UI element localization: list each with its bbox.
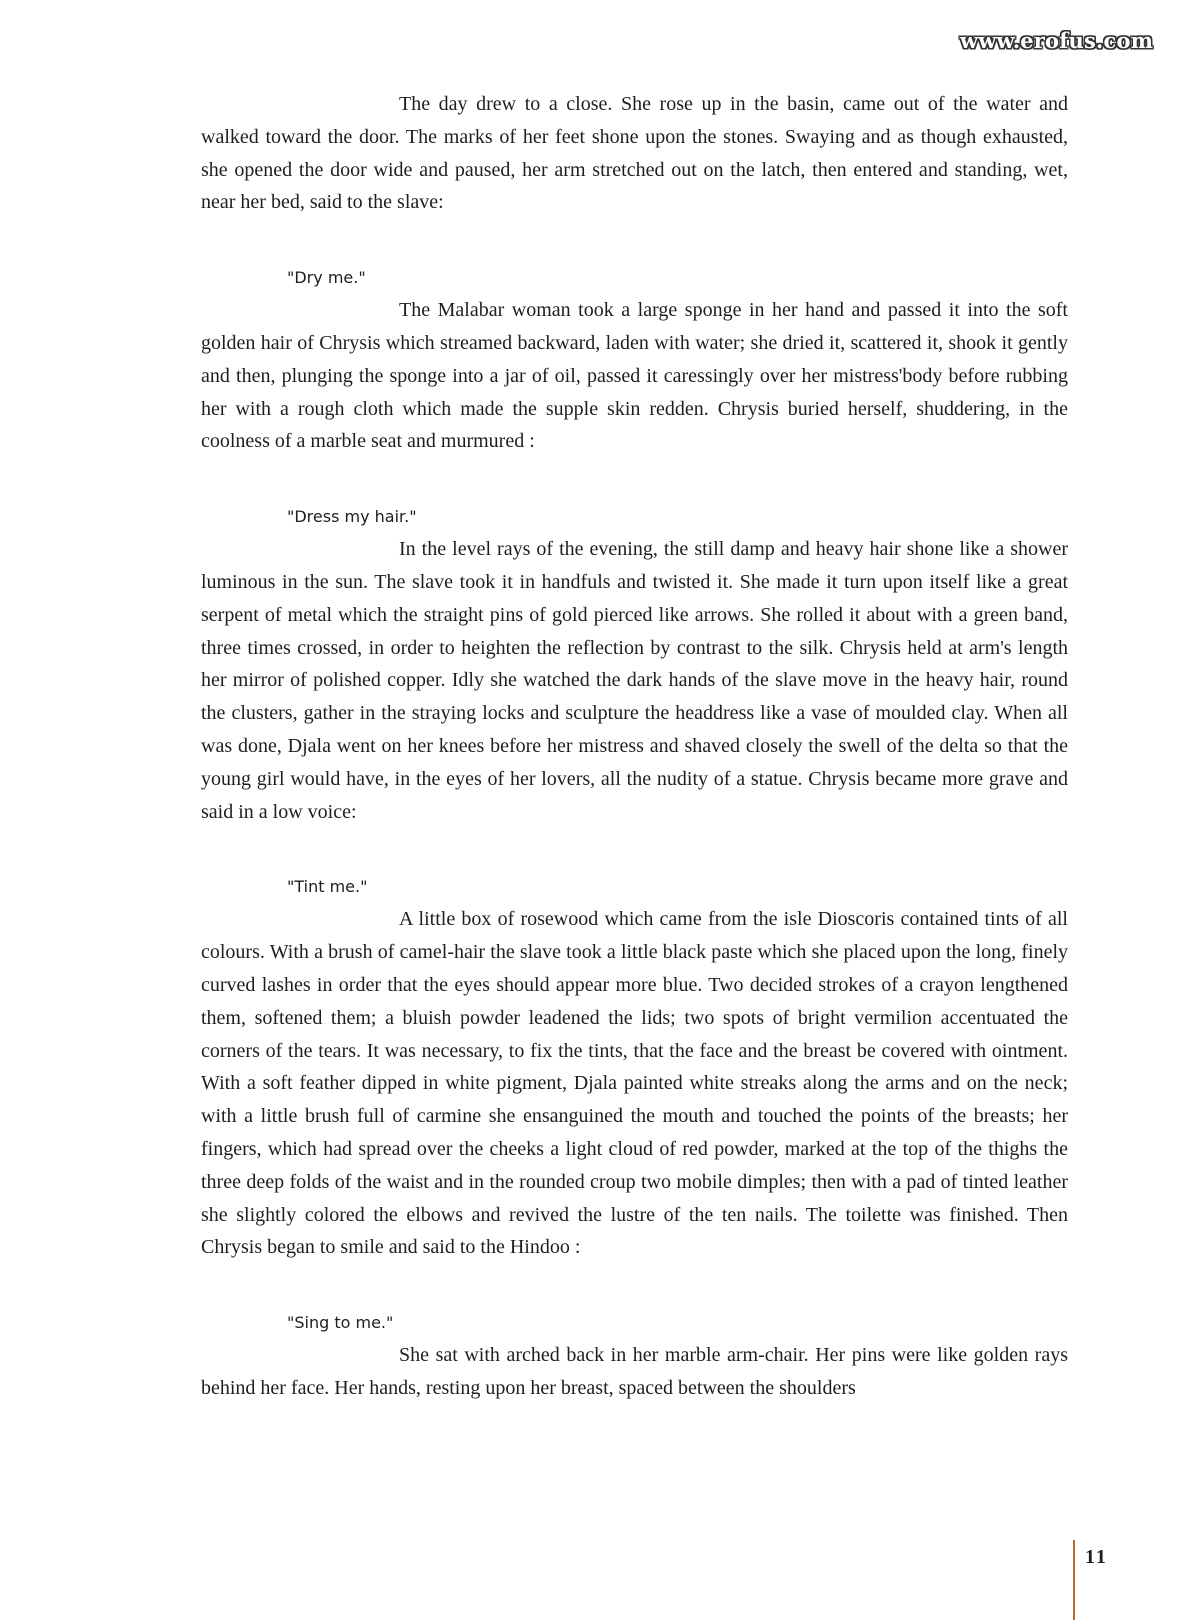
dialogue-tint-me: "Tint me." (287, 877, 368, 897)
dialogue-dress-my-hair: "Dress my hair." (287, 507, 417, 527)
paragraph-5: She sat with arched back in her marble arm-chair. Her pins were like golden rays behind her face. Her hands, resting upon her breast, spaced between the shoulders (201, 1344, 1068, 1399)
watermark-text: www.erofus.com (960, 28, 1154, 53)
dialogue-sing-to-me: "Sing to me." (287, 1313, 394, 1333)
paragraph-4: A little box of rosewood which came from the isle Dioscoris contained tints of all colours. With a brush of camel-hair the slave took a little black paste which she placed upon the long, finely curved lashes in order that the eyes should appear more blue. Two decided strokes of a crayon lengthened them, softened them; a bluish powder leadened the lids; two spots of bright vermilion accentuated the corners of the tears. It was necessary, to fix the tints, that the face and the breast be covered with ointment. With a soft feather dipped in white pigment, Djala painted white streaks along the arms and on the neck; with a little brush full of carmine she ensanguined the mouth and touched the points of the breasts; her fingers, which had spread over the cheeks a light cloud of red powder, marked at the top of the thighs the three deep folds of the waist and in the rounded croup two mobile dimples; then with a pad of tinted leather she slightly colored the elbows and revived the lustre of the ten nails. The toilette was finished. Then Chrysis began to smile and said to the Hindoo : (201, 908, 1068, 1259)
page-number: 11 (1085, 1546, 1108, 1568)
paragraph-1: The day drew to a close. She rose up in the basin, came out of the water and walked toward the door. The marks of her feet shone upon the stones. Swaying and as though exhausted, she opened the door wide and paused, her arm stretched out on the latch, then entered and standing, wet, near her bed, said to the slave: (201, 93, 1068, 214)
page-number-rule (1073, 1540, 1075, 1620)
paragraph-2: The Malabar woman took a large sponge in her hand and passed it into the soft golden hair of Chrysis which streamed backward, laden with water; she dried it, scattered it, shook it gently and then, plunging the sponge into a jar of oil, passed it caressingly over her mistress'body before rubbing her with a rough cloth which made the supple skin redden. Chrysis buried herself, shuddering, in the coolness of a marble seat and murmured : (201, 299, 1068, 453)
page-body (201, 88, 1068, 1405)
dialogue-dry-me: "Dry me." (287, 268, 366, 288)
paragraph-3: In the level rays of the evening, the still damp and heavy hair shone like a shower luminous in the sun. The slave took it in handfuls and twisted it. She made it turn upon itself like a great serpent of metal which the straight pins of gold pierced like arrows. She rolled it about with a green band, three times crossed, in order to heighten the reflection by contrast to the silk. Chrysis held at arm's length her mirror of polished copper. Idly she watched the dark hands of the slave move in the heavy hair, round the clusters, gather in the straying locks and sculpture the headdress like a vase of moulded clay. When all was done, Djala went on her knees before her mistress and shaved closely the swell of the delta so that the young girl would have, in the eyes of her lovers, all the nudity of a statue. Chrysis became more grave and said in a low voice: (201, 538, 1068, 823)
